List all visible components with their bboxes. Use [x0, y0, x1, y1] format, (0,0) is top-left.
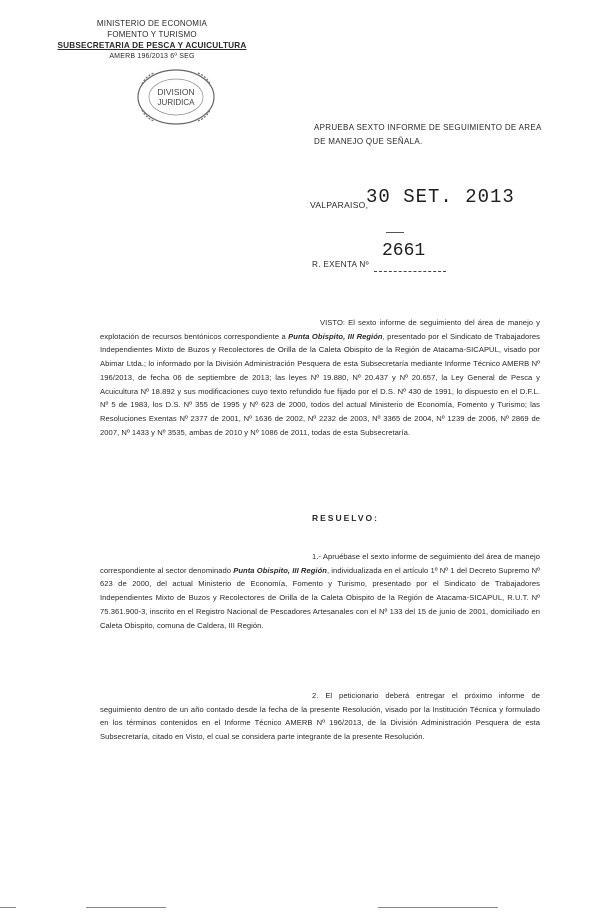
division-juridica-stamp [136, 68, 216, 126]
resolution-subject: APRUEBA SEXTO INFORME DE SEGUIMIENTO DE AREA DE MANEJO QUE SEÑALA. [314, 123, 542, 146]
article-2-paragraph [100, 689, 540, 744]
ministry-line-1: MINISTERIO DE ECONOMIA [96, 19, 208, 28]
article-1-text-before: 1.- Apruébase el sexto informe de seguimiento del área de manejo correspondiente al sector denominado [100, 552, 540, 575]
stamp-line-2: JURIDICA [157, 98, 195, 107]
date-stamp: 30 SET. 2013 [366, 186, 515, 208]
resolution-number: 2661 [382, 241, 426, 261]
ministry-line-2: FOMENTO Y TURISMO [107, 30, 197, 39]
visto-paragraph [100, 316, 540, 439]
visto-text-before: VISTO: El sexto informe de seguimiento del área de manejo y explotación de recursos bentónicos correspondiente a [100, 318, 540, 341]
stamp-line-1: DIVISION [157, 87, 195, 97]
footer-mark-mid [86, 907, 166, 908]
resolution-number-line [374, 271, 446, 272]
article-1-place: Punta Obispito, III Región [233, 565, 327, 575]
footer-mark-right [378, 907, 498, 908]
visto-text-after: , presentado por el Sindicato de Trabajadores Independientes Mixto de Buzos y Recolectores de Orilla de la Caleta Obispito de la Región de Atacama-SICAPUL, visado por Abimar Ltda.; lo informado por la División Administración Pesquera de esta Subsecretaría mediante Informe Técnico AMERB Nº 196/2013, de fecha 06 de septiembre de 2013; las leyes Nº 19.880, Nº 20.437 y Nº 20.657, la Ley General de Pesca y Acuicultura Nº 18.892 y sus modificaciones cuyo texto refundido fue fijado por el D.S. Nº 430 de 1991, lo dispuesto en el D.F.L. Nº 5 de 1983, los D.S. Nº 355 de 1995 y Nº 623 de 2000, todos del actual Ministerio de Economía, Fomento y Turismo; las Resoluciones Exentas Nº 2377 de 2001, Nº 1636 de 2002, Nº 2232 de 2003, Nº 3365 de 2004, Nº 1239 de 2006, Nº 2869 de 2007, Nº 1433 y Nº 3535, ambas de 2010 y Nº 1086 de 2011, todas de esta Subsecretaría. [100, 331, 540, 437]
resolution-label: R. EXENTA Nº [312, 260, 369, 269]
subsecretaria-name: SUBSECRETARIA DE PESCA Y ACUICULTURA [57, 41, 247, 50]
resuelvo-title: RESUELVO: [312, 513, 379, 523]
article-1-text-after: , individualizada en el artículo 1º Nº 1 del Decreto Supremo Nº 623 de 2000, del actual Ministerio de Economía, Fomento y Turismo, presentado por el Sindicato de Trabajadores Independientes Mixto de Buzos y Recolectores de Orilla de la Caleta Obispito de la Región de Atacama-SICAPUL, R.U.T. Nº 75.361.900-3, inscrito en el Registro Nacional de Pescadores Artesanales con el Nº 133 del 15 de junio de 2001, domiciliado en Caleta Obispito, comuna de Caldera, III Región. [100, 565, 540, 630]
footer-mark-left [0, 907, 16, 908]
letterhead [52, 18, 252, 62]
article-2-text: 2. El peticionario deberá entregar el próximo informe de seguimiento dentro de un año contado desde la fecha de la presente Resolución, visado por la Institución Técnica y formulado en los términos contenidos en el Informe Técnico AMERB Nº 196/2013, de la División Administración Pesquera de esta Subsecretaría, citado en Visto, el cual se considera parte integrante de la presente Resolución. [100, 691, 540, 742]
number-dashes [386, 232, 404, 233]
visto-place: Punta Obispito, III Región [288, 331, 383, 341]
article-1-paragraph [100, 550, 540, 632]
amerb-reference: AMERB 196/2013 6º SEG [109, 53, 195, 60]
date-label: VALPARAISO, [310, 200, 369, 210]
